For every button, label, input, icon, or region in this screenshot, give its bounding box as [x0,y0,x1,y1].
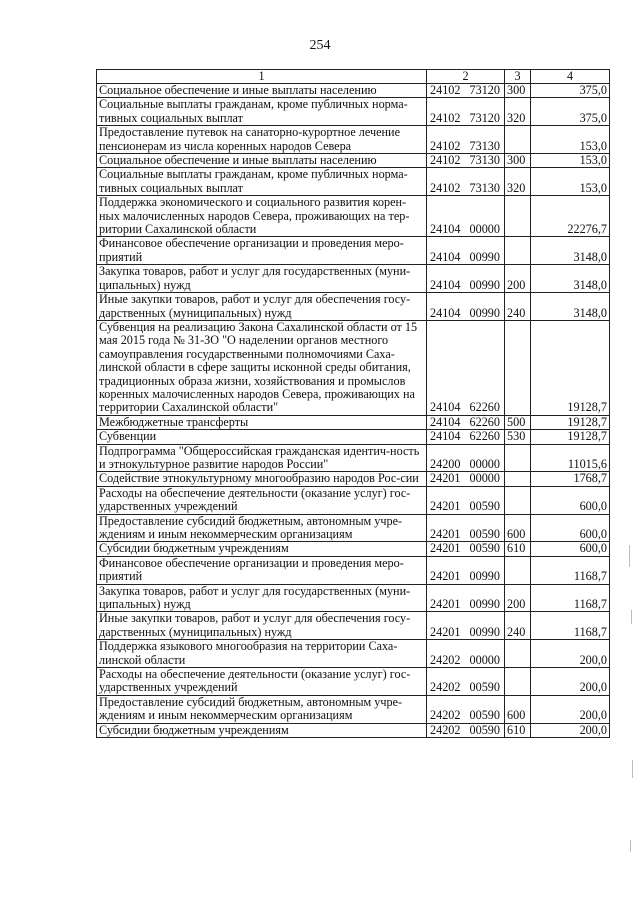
table-row [97,723,610,737]
row-expense-type: 240 [505,293,531,321]
row-amount: 153,0 [531,154,610,168]
row-expense-type [505,237,531,265]
table-row [97,444,610,472]
row-expense-type: 300 [505,84,531,98]
row-expense-type: 320 [505,168,531,196]
row-expense-type: 320 [505,98,531,126]
row-expense-type: 610 [505,542,531,556]
row-expense-type: 240 [505,612,531,640]
row-code: 24102 73120 [427,84,505,98]
row-name: Субвенция на реализацию Закона Сахалинской области от 15 мая 2015 года № 31-ЗО "О наделении органов местного самоуправления государственными полномочиями Саха-линской области в сфере защиты исконной среды обитания, традиционных образа жизни, хозяйствования и промыслов коренных малочисленных народов Севера, проживающих на территории Сахалинской области" [97,320,427,415]
row-amount: 22276,7 [531,196,610,237]
row-amount: 1768,7 [531,472,610,486]
table-row [97,415,610,429]
table-row [97,640,610,668]
row-amount: 600,0 [531,542,610,556]
row-amount: 153,0 [531,126,610,154]
table-row [97,668,610,696]
row-code: 24202 00590 [427,723,505,737]
row-code: 24104 62260 [427,415,505,429]
page-number: 254 [309,38,331,53]
row-code: 24201 00590 [427,542,505,556]
row-amount: 375,0 [531,84,610,98]
row-code: 24201 00000 [427,472,505,486]
row-code: 24104 00990 [427,265,505,293]
row-amount: 600,0 [531,514,610,542]
row-name: Субсидии бюджетным учреждениям [97,723,427,737]
row-name: Иные закупки товаров, работ и услуг для обеспечения госу-дарственных (муниципальных) нужд [97,612,427,640]
row-expense-type [505,126,531,154]
row-name: Расходы на обеспечение деятельности (оказание услуг) гос-ударственных учреждений [97,486,427,514]
row-code: 24102 73130 [427,126,505,154]
row-amount: 600,0 [531,486,610,514]
row-amount: 1168,7 [531,584,610,612]
header-row [97,70,610,84]
row-amount: 1168,7 [531,556,610,584]
row-code: 24104 00990 [427,237,505,265]
row-code: 24200 00000 [427,444,505,472]
row-name: Поддержка экономического и социального развития корен-ных малочисленных народов Севера, проживающих на тер-ритории Сахалинской области [97,196,427,237]
row-code: 24201 00990 [427,556,505,584]
table-row [97,168,610,196]
row-code: 24201 00990 [427,584,505,612]
header-col-1: 1 [97,70,427,84]
row-name: Расходы на обеспечение деятельности (оказание услуг) гос-ударственных учреждений [97,668,427,696]
table-row [97,196,610,237]
row-code: 24104 00990 [427,293,505,321]
table-row [97,695,610,723]
row-name: Содействие этнокультурному многообразию народов Рос-сии [97,472,427,486]
row-code: 24104 62260 [427,430,505,444]
row-amount: 3148,0 [531,293,610,321]
row-expense-type: 530 [505,430,531,444]
row-code: 24202 00590 [427,695,505,723]
row-code: 24202 00000 [427,640,505,668]
row-code: 24201 00590 [427,486,505,514]
row-name: Предоставление субсидий бюджетным, автономным учре-ждениям и иным некоммерческим организациям [97,514,427,542]
row-expense-type: 600 [505,695,531,723]
row-expense-type: 200 [505,584,531,612]
row-amount: 3148,0 [531,237,610,265]
row-amount: 11015,6 [531,444,610,472]
budget-table [96,69,610,738]
row-amount: 19128,7 [531,320,610,415]
header-col-2: 2 [427,70,505,84]
table-row [97,84,610,98]
row-name: Финансовое обеспечение организации и проведения меро-приятий [97,556,427,584]
row-name: Закупка товаров, работ и услуг для государственных (муни-ципальных) нужд [97,265,427,293]
row-expense-type [505,640,531,668]
row-code: 24202 00590 [427,668,505,696]
row-code: 24201 00990 [427,612,505,640]
table-row [97,612,610,640]
table-row [97,584,610,612]
table-row [97,430,610,444]
row-name: Предоставление путевок на санаторно-курортное лечение пенсионерам из числа коренных народов Севера [97,126,427,154]
table-row [97,472,610,486]
row-name: Предоставление субсидий бюджетным, автономным учре-ждениям и иным некоммерческим организациям [97,695,427,723]
row-amount: 200,0 [531,640,610,668]
row-code: 24102 73130 [427,168,505,196]
scan-edge-mark [630,840,631,852]
table-row [97,265,610,293]
row-code: 24104 00000 [427,196,505,237]
scan-edge-mark [631,610,632,624]
row-expense-type: 610 [505,723,531,737]
row-expense-type [505,444,531,472]
row-name: Закупка товаров, работ и услуг для государственных (муни-ципальных) нужд [97,584,427,612]
row-amount: 200,0 [531,695,610,723]
row-amount: 3148,0 [531,265,610,293]
row-name: Социальные выплаты гражданам, кроме публичных норма-тивных социальных выплат [97,168,427,196]
header-col-4: 4 [531,70,610,84]
row-expense-type [505,668,531,696]
row-name: Иные закупки товаров, работ и услуг для обеспечения госу-дарственных (муниципальных) нужд [97,293,427,321]
table-row [97,556,610,584]
row-name: Социальные выплаты гражданам, кроме публичных норма-тивных социальных выплат [97,98,427,126]
row-expense-type [505,486,531,514]
table-row [97,542,610,556]
row-code: 24102 73120 [427,98,505,126]
row-expense-type: 600 [505,514,531,542]
row-expense-type: 500 [505,415,531,429]
row-code: 24104 62260 [427,320,505,415]
row-expense-type [505,320,531,415]
row-name: Социальное обеспечение и иные выплаты населению [97,154,427,168]
row-name: Социальное обеспечение и иные выплаты населению [97,84,427,98]
row-name: Подпрограмма "Общероссийская гражданская идентич-ность и этнокультурное развитие народов России" [97,444,427,472]
row-amount: 375,0 [531,98,610,126]
table-row [97,154,610,168]
row-name: Субсидии бюджетным учреждениям [97,542,427,556]
table-row [97,486,610,514]
row-name: Субвенции [97,430,427,444]
row-amount: 19128,7 [531,430,610,444]
table-row [97,126,610,154]
row-expense-type [505,196,531,237]
table-row [97,320,610,415]
table-row [97,514,610,542]
table-row [97,98,610,126]
scan-edge-mark [629,545,630,567]
row-expense-type: 200 [505,265,531,293]
row-name: Поддержка языкового многообразия на территории Саха-линской области [97,640,427,668]
row-amount: 200,0 [531,668,610,696]
row-amount: 1168,7 [531,612,610,640]
row-amount: 200,0 [531,723,610,737]
row-amount: 153,0 [531,168,610,196]
table-body [97,84,610,738]
header-col-3: 3 [505,70,531,84]
row-name: Межбюджетные трансферты [97,415,427,429]
scan-edge-mark [632,760,633,778]
table-row [97,237,610,265]
row-expense-type [505,556,531,584]
row-code: 24102 73130 [427,154,505,168]
table-row [97,293,610,321]
row-name: Финансовое обеспечение организации и проведения меро-приятий [97,237,427,265]
row-amount: 19128,7 [531,415,610,429]
row-expense-type: 300 [505,154,531,168]
row-expense-type [505,472,531,486]
row-code: 24201 00590 [427,514,505,542]
